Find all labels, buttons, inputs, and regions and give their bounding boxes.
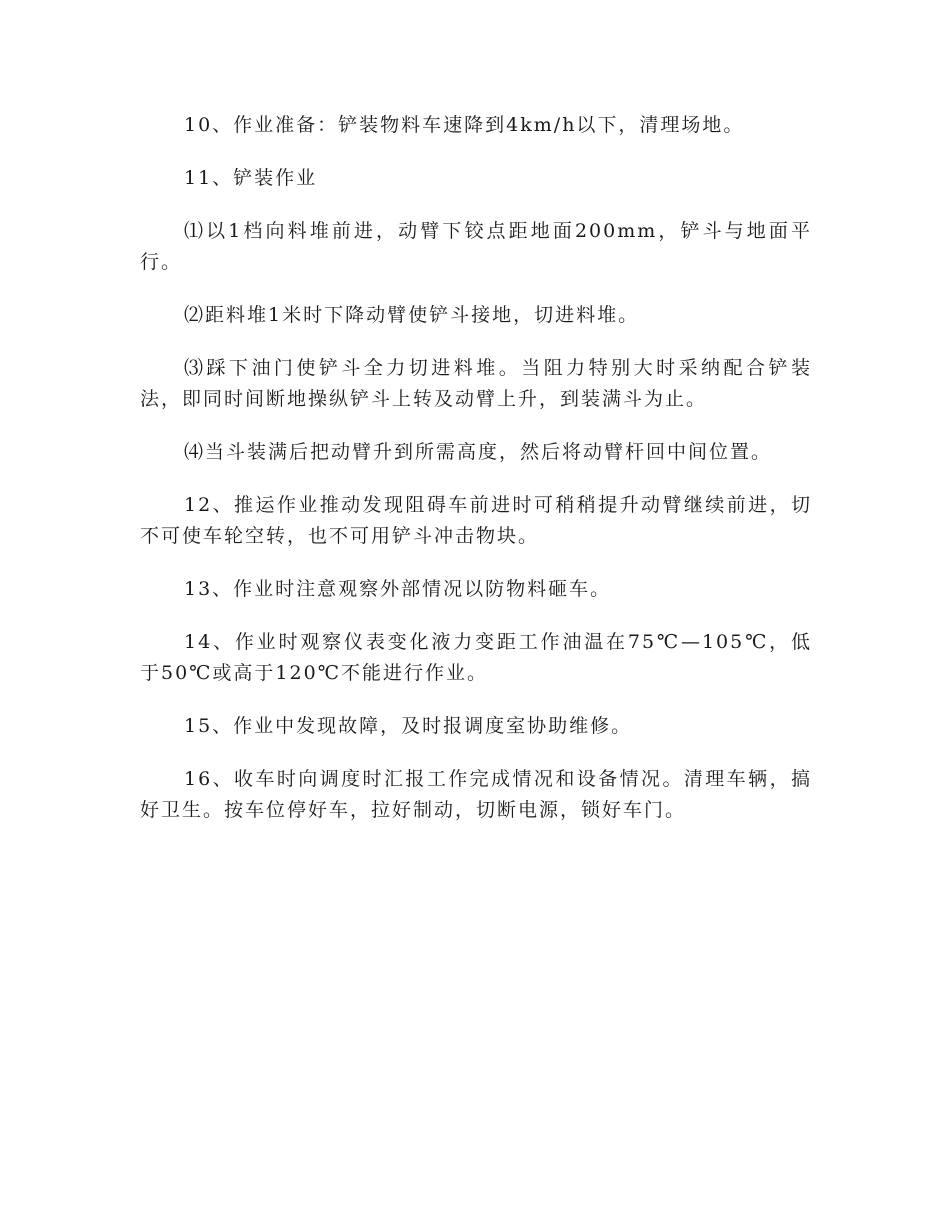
paragraph-11-3: ⑶踩下油门使铲斗全力切进料堆。当阻力特别大时采纳配合铲装法，即同时间断地操纵铲斗上转及动臂上升，到装满斗为止。 bbox=[140, 357, 812, 410]
paragraph-12: 12、推运作业推动发现阻碍车前进时可稍稍提升动臂继续前进，切不可使车轮空转，也不可用铲斗冲击物块。 bbox=[140, 494, 812, 547]
paragraph-13: 13、作业时注意观察外部情况以防物料砸车。 bbox=[184, 578, 612, 600]
paragraph-16: 16、收车时向调度时汇报工作完成情况和设备情况。清理车辆，搞好卫生。按车位停好车，拉好制动，切断电源，锁好车门。 bbox=[140, 768, 812, 821]
paragraph-11: 11、铲装作业 bbox=[184, 167, 318, 189]
paragraph-11-4: ⑷当斗装满后把动臂升到所需高度，然后将动臂杆回中间位置。 bbox=[184, 441, 773, 463]
paragraph-11-2: ⑵距料堆1米时下降动臂使铲斗接地，切进料堆。 bbox=[184, 304, 640, 326]
paragraph-11-1: ⑴以1档向料堆前进，动臂下铰点距地面200mm，铲斗与地面平行。 bbox=[140, 220, 812, 273]
paragraph-10: 10、作业准备：铲装物料车速降到4km/h以下，清理场地。 bbox=[184, 114, 745, 136]
paragraph-14: 14、作业时观察仪表变化液力变距工作油温在75℃—105℃，低于50℃或高于120℃不能进行作业。 bbox=[140, 631, 812, 684]
paragraph-15: 15、作业中发现故障，及时报调度室协助维修。 bbox=[184, 715, 633, 737]
document-body bbox=[140, 110, 812, 848]
